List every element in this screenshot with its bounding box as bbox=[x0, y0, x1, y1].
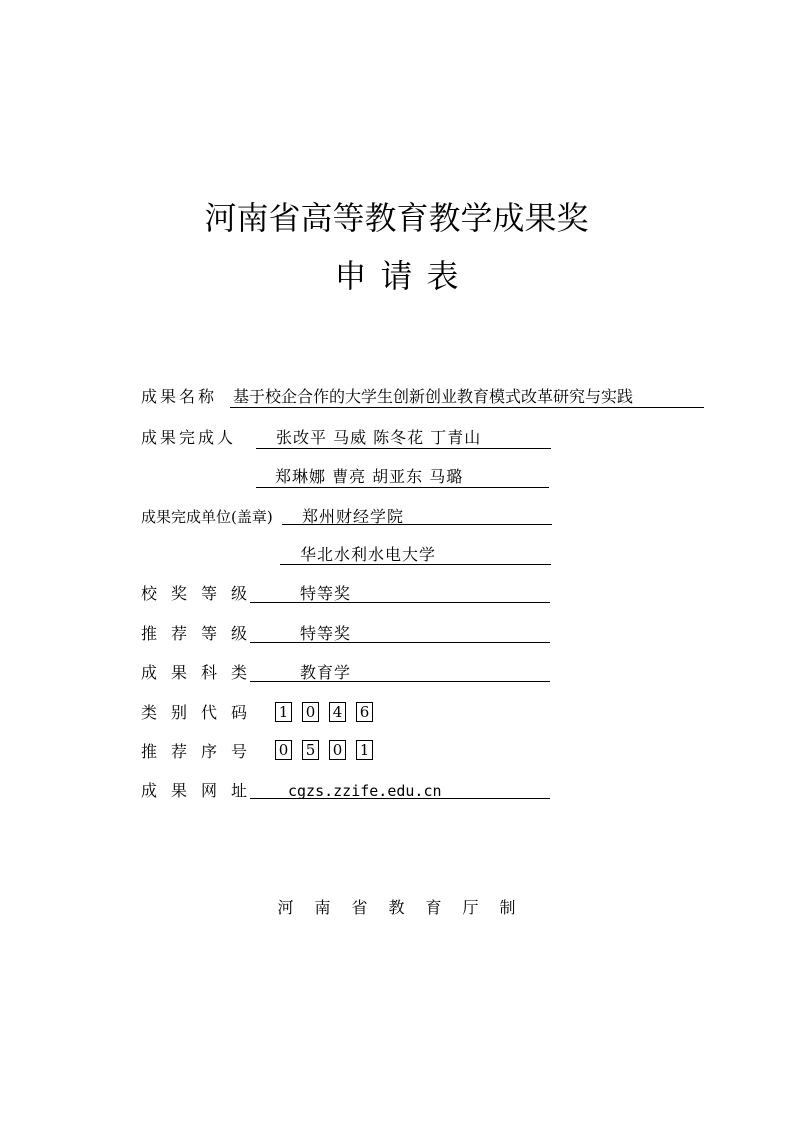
underline-recommend-level bbox=[250, 642, 550, 643]
underline-units-line2 bbox=[280, 564, 551, 565]
field-label-website: 成果网址 bbox=[141, 781, 262, 800]
form-title: 河南省高等教育教学成果奖 bbox=[204, 199, 589, 237]
serial-boxes bbox=[275, 740, 373, 760]
underline-name bbox=[230, 407, 704, 408]
issuer-footer: 河南省教育厅制 bbox=[277, 898, 537, 917]
serial-digit-box: 0 bbox=[329, 740, 346, 760]
field-label-category: 成果科类 bbox=[141, 663, 262, 682]
field-value-name: 基于校企合作的大学生创新创业教育模式改革研究与实践 bbox=[233, 387, 634, 406]
category-code-boxes bbox=[275, 702, 373, 722]
underline-people-line1 bbox=[256, 448, 551, 449]
underline-school-level bbox=[250, 602, 550, 603]
field-value-units-line2: 华北水利水电大学 bbox=[300, 545, 437, 564]
field-value-people-line1: 张改平 马威 陈冬花 丁青山 bbox=[276, 428, 482, 447]
field-label-name: 成果名称 bbox=[141, 387, 218, 406]
field-label-category-code: 类别代码 bbox=[141, 703, 262, 722]
code-digit-box: 1 bbox=[275, 702, 292, 722]
field-label-school-level-text: 校奖等级 bbox=[141, 584, 262, 603]
field-value-school-level: 特等奖 bbox=[300, 584, 352, 603]
field-label-units: 成果完成单位(盖章) bbox=[141, 508, 273, 526]
serial-digit-box: 5 bbox=[302, 740, 319, 760]
field-value-category: 教育学 bbox=[300, 663, 352, 682]
field-value-recommend-level: 特等奖 bbox=[300, 624, 352, 643]
field-label-recommend-level: 推荐等级 bbox=[141, 624, 262, 643]
serial-digit-box: 1 bbox=[356, 740, 373, 760]
field-value-people-line2: 郑琳娜 曹亮 胡亚东 马璐 bbox=[275, 467, 464, 486]
field-label-people: 成果完成人 bbox=[141, 428, 237, 447]
underline-category bbox=[250, 681, 550, 682]
field-label-serial: 推荐序号 bbox=[141, 742, 262, 761]
underline-website bbox=[250, 798, 550, 799]
underline-people-line2 bbox=[256, 487, 549, 488]
underline-units-line1 bbox=[282, 524, 552, 525]
field-value-website: cgzs.zzife.edu.cn bbox=[288, 782, 442, 800]
field-label-school-level bbox=[141, 583, 262, 605]
code-digit-box: 0 bbox=[302, 702, 319, 722]
code-digit-box: 6 bbox=[356, 702, 373, 722]
form-subtitle: 申请表 bbox=[334, 257, 473, 295]
field-value-units-line1: 郑州财经学院 bbox=[302, 507, 405, 526]
serial-digit-box: 0 bbox=[275, 740, 292, 760]
code-digit-box: 4 bbox=[329, 702, 346, 722]
